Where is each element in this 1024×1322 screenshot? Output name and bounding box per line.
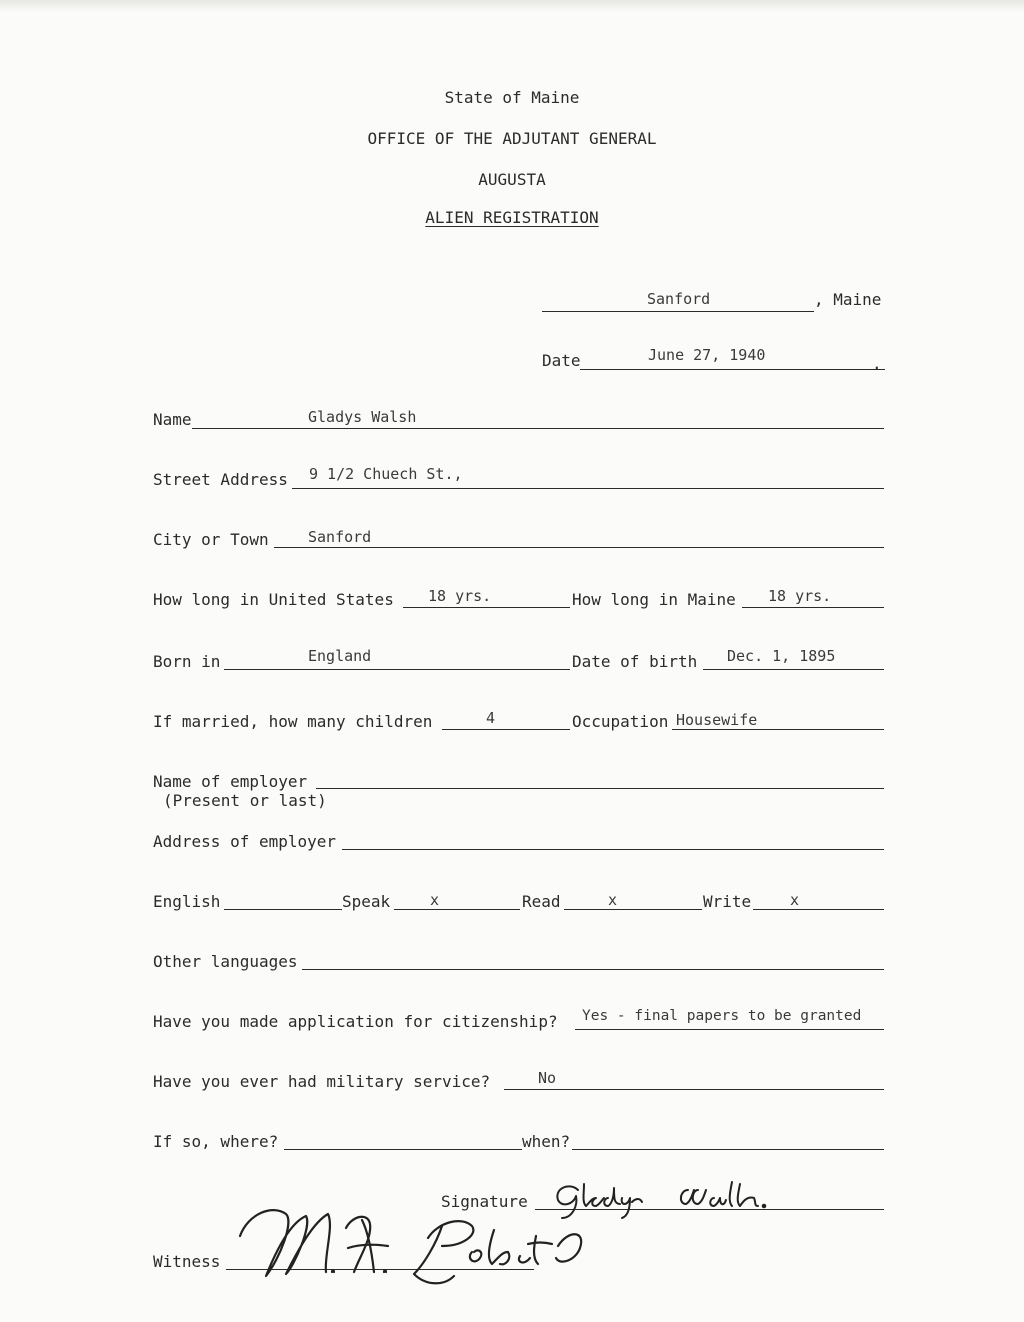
english-label: English [153,892,221,911]
date-line [580,369,885,370]
dob-line [703,669,884,670]
employer-address-line [342,849,884,850]
children-line [442,729,570,730]
date-value: June 27, 1940 [648,346,766,364]
date-label: Date [542,351,581,370]
citizenship-label: Have you made application for citizenship? [153,1012,558,1031]
children-value: 4 [486,709,496,727]
other-languages-line [302,969,884,970]
form-title: ALIEN REGISTRATION [425,208,599,227]
speak-value: x [430,891,440,909]
where-line [284,1149,522,1150]
where-label: If so, where? [153,1132,279,1151]
witness-label: Witness [153,1252,221,1271]
witness-handwriting [228,1186,608,1302]
employer-name-label: Name of employer [153,772,308,791]
military-label: Have you ever had military service? [153,1072,491,1091]
name-label: Name [153,410,192,429]
name-line [192,428,884,429]
citizenship-value: Yes - final papers to be granted [582,1008,862,1024]
speak-label: Speak [342,892,391,911]
employer-address-label: Address of employer [153,832,337,851]
children-label: If married, how many children [153,712,433,731]
city-label: City or Town [153,530,269,549]
occupation-label: Occupation [572,712,669,731]
write-value: x [790,891,800,909]
city-heading: AUGUSTA [478,170,546,189]
office-heading: OFFICE OF THE ADJUTANT GENERAL [367,129,657,148]
how-long-maine-value: 18 yrs. [768,587,832,605]
how-long-maine-line [742,607,884,608]
military-value: No [538,1069,557,1087]
how-long-us-value: 18 yrs. [428,587,492,605]
date-end: . [872,354,882,373]
english-line [224,909,342,910]
street-label: Street Address [153,470,288,489]
dob-value: Dec. 1, 1895 [727,647,836,665]
when-label: when? [522,1132,571,1151]
write-label: Write [703,892,752,911]
military-line [504,1089,884,1090]
read-label: Read [522,892,561,911]
how-long-maine-label: How long in Maine [572,590,736,609]
street-value: 9 1/2 Chuech St., [309,465,463,483]
city-line [274,547,884,548]
how-long-us-label: How long in United States [153,590,394,609]
citizenship-line [575,1029,884,1030]
born-in-label: Born in [153,652,221,671]
place-line [542,311,814,312]
how-long-us-line [403,607,570,608]
write-line [753,909,884,910]
place-state: , Maine [814,290,882,309]
name-value: Gladys Walsh [308,408,417,426]
read-value: x [608,891,618,909]
born-in-value: England [308,647,372,665]
street-line [292,488,884,489]
dob-label: Date of birth [572,652,698,671]
signature-label: Signature [441,1192,528,1211]
state-heading: State of Maine [444,88,580,107]
scan-edge [0,0,1024,12]
other-languages-label: Other languages [153,952,298,971]
place-town: Sanford [647,290,711,308]
speak-line [394,909,520,910]
occupation-value: Housewife [676,711,758,729]
born-in-line [224,669,570,670]
city-value: Sanford [308,528,372,546]
read-line [564,909,702,910]
employer-name-sublabel: (Present or last) [163,791,327,810]
employer-name-line [316,788,884,789]
when-line [572,1149,884,1150]
occupation-line [672,729,884,730]
